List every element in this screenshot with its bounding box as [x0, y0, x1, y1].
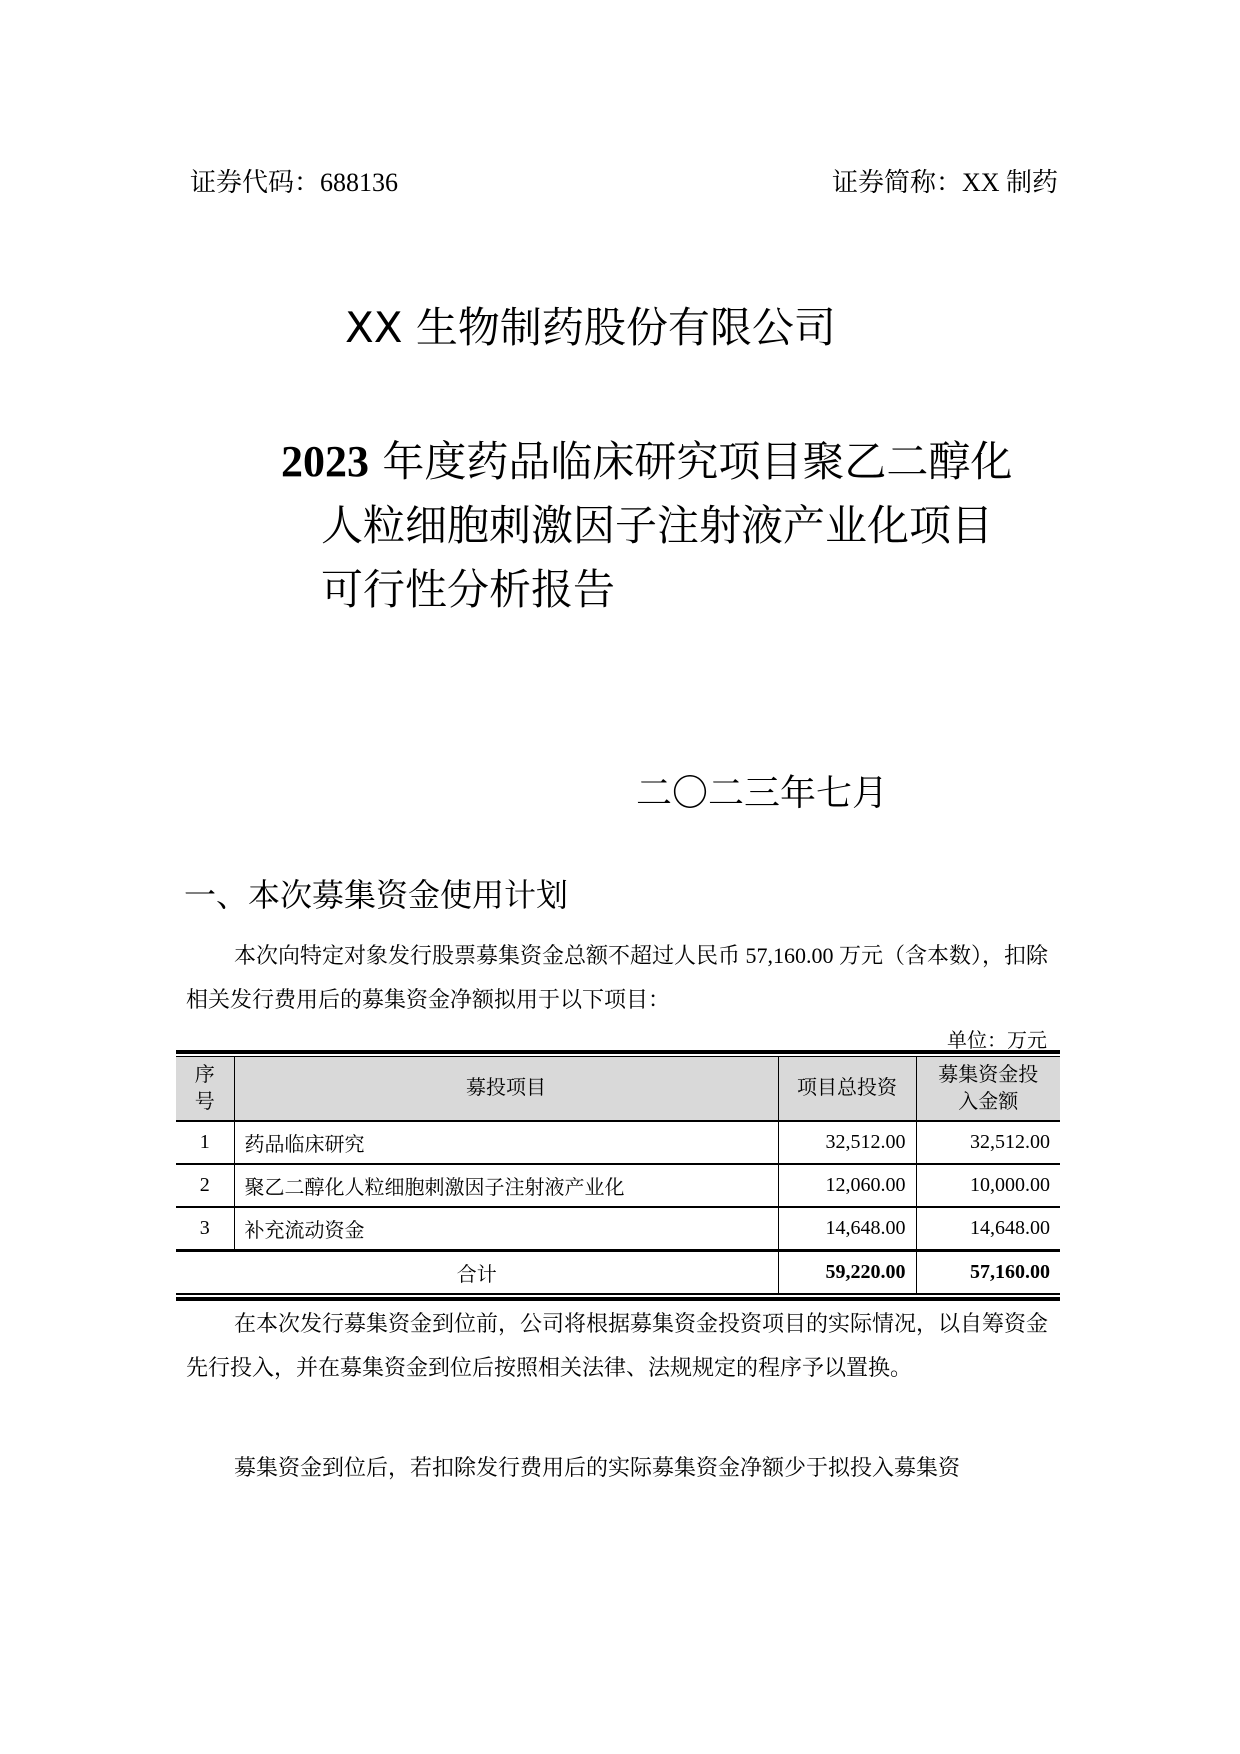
cell-total-investment: 14,648.00 — [778, 1207, 916, 1250]
raised-funds-sum: 57,160.00 — [916, 1250, 1060, 1293]
shortfall-paragraph — [186, 1446, 1060, 1490]
cell-raised-funds: 14,648.00 — [916, 1207, 1060, 1250]
security-code: 证券代码：688136 — [190, 168, 399, 197]
report-title-year: 2023 — [281, 437, 369, 486]
report-title — [281, 430, 1013, 622]
intro-paragraph — [186, 934, 1060, 1022]
report-date: 二〇二三年七月 — [636, 773, 889, 814]
table-bottom-border — [176, 1293, 1060, 1301]
funds-table — [176, 1050, 1060, 1301]
col-header-raised-funds: 募集资金投入金额 — [916, 1057, 1060, 1121]
security-short-name: 证券简称：XX 制药 — [831, 168, 1058, 197]
col-header-total-investment: 项目总投资 — [778, 1057, 916, 1121]
shortfall-text: 募集资金到位后，若扣除发行费用后的实际募集资金净额少于拟投入募集资 — [234, 1455, 961, 1480]
cell-total-investment: 32,512.00 — [778, 1121, 916, 1164]
report-title-line-2: 人粒细胞刺激因子注射液产业化项目 — [321, 501, 994, 550]
table-header-row — [176, 1057, 1060, 1121]
intro-text: 本次向特定对象发行股票募集资金总额不超过人民币 57,160.00 万元（含本数），扣除相关发行费用后的募集资金净额拟用于以下项目： — [186, 943, 1049, 1012]
cell-raised-funds: 10,000.00 — [916, 1164, 1060, 1207]
cell-project: 补充流动资金 — [234, 1207, 778, 1250]
cell-project: 药品临床研究 — [234, 1121, 778, 1164]
col-header-index: 序号 — [194, 1063, 215, 1113]
cell-total-investment: 12,060.00 — [778, 1164, 916, 1207]
replacement-paragraph — [186, 1302, 1060, 1390]
table-row — [176, 1121, 1060, 1164]
report-title-line-3: 可行性分析报告 — [321, 565, 616, 614]
cell-index: 3 — [199, 1216, 210, 1239]
table-row — [176, 1164, 1060, 1207]
table-row — [176, 1207, 1060, 1250]
replacement-text: 在本次发行募集资金到位前，公司将根据募集资金投资项目的实际情况，以自筹资金先行投入，并在募集资金到位后按照相关法律、法规规定的程序予以置换。 — [186, 1311, 1049, 1380]
company-name: XX 生物制药股份有限公司 — [345, 303, 836, 352]
table-top-border — [176, 1050, 1060, 1057]
col-header-project: 募投项目 — [234, 1057, 778, 1121]
table-total-row — [176, 1250, 1060, 1293]
cell-raised-funds: 32,512.00 — [916, 1121, 1060, 1164]
cell-index: 2 — [199, 1174, 210, 1196]
report-title-line-1 — [281, 430, 1012, 494]
report-title-line-1-text: 年度药品临床研究项目聚乙二醇化 — [369, 437, 1013, 486]
section-heading: 一、本次募集资金使用计划 — [184, 876, 569, 914]
cell-index: 1 — [199, 1131, 210, 1153]
unit-label: 单位：万元 — [947, 1030, 1047, 1052]
total-label: 合计 — [456, 1263, 497, 1286]
cell-project: 聚乙二醇化人粒细胞刺激因子注射液产业化 — [234, 1164, 778, 1207]
total-investment-sum: 59,220.00 — [778, 1250, 916, 1293]
